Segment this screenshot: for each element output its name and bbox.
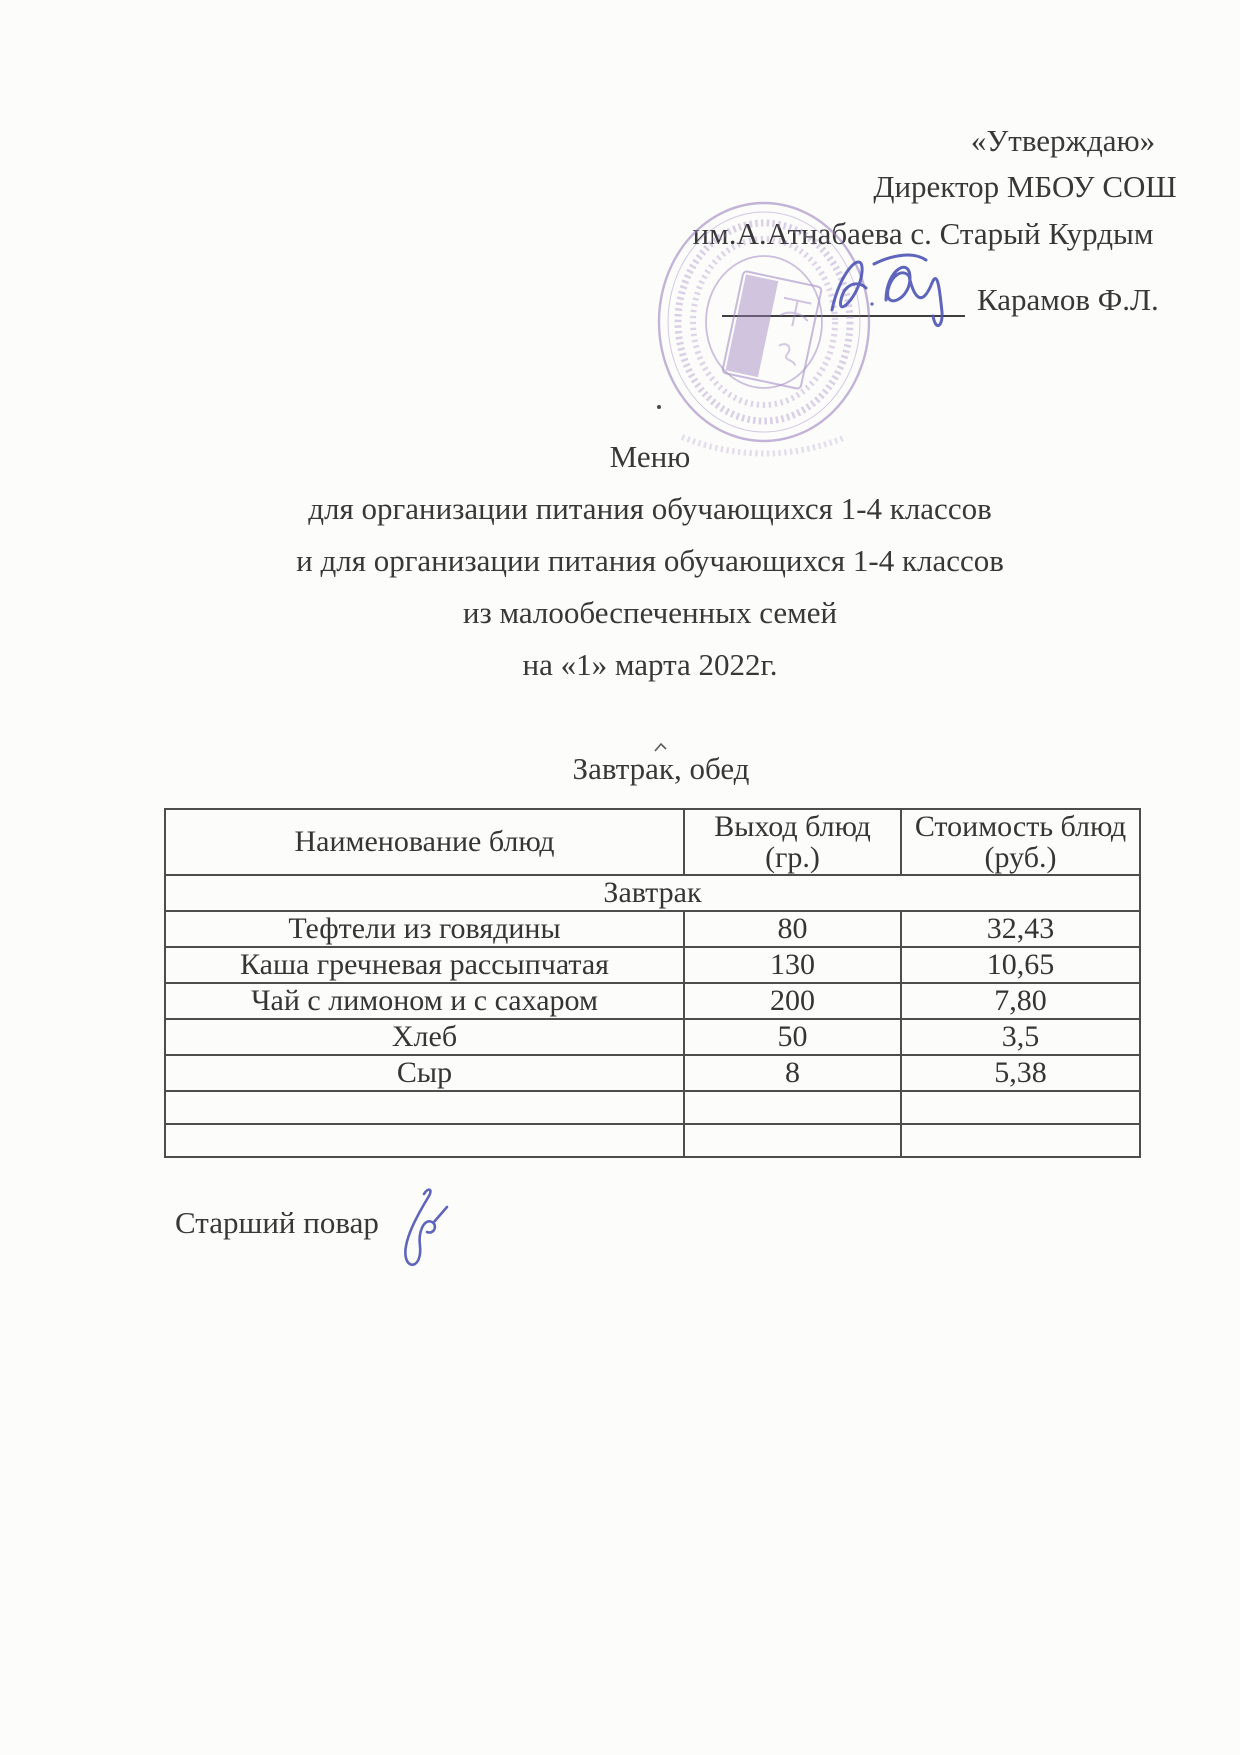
table-row bbox=[165, 983, 1140, 1019]
weight-cell bbox=[684, 1124, 901, 1157]
price-cell: 5,38 bbox=[901, 1055, 1140, 1091]
price-cell bbox=[901, 1091, 1140, 1124]
weight-cell bbox=[684, 1091, 901, 1124]
doc-date-line: на «1» марта 2022г. bbox=[522, 647, 778, 682]
column-header-dish: Наименование блюд bbox=[165, 809, 684, 875]
weight-cell: 200 bbox=[684, 983, 901, 1019]
price-cell: 7,80 bbox=[901, 983, 1140, 1019]
table-row bbox=[165, 1019, 1140, 1055]
column-header-price: Стоимость блюд (руб.) bbox=[901, 809, 1140, 875]
weight-cell: 50 bbox=[684, 1019, 901, 1055]
doc-subtitle-1: для организации питания обучающихся 1-4 классов bbox=[308, 491, 992, 526]
menu-table bbox=[164, 808, 1139, 1158]
price-cell bbox=[901, 1124, 1140, 1157]
table-header-row bbox=[165, 809, 1140, 875]
signature-line bbox=[722, 285, 965, 317]
group-header-cell: Завтрак bbox=[165, 875, 1140, 911]
table-row-empty bbox=[165, 1091, 1140, 1124]
dish-cell: Сыр bbox=[165, 1055, 684, 1091]
weight-cell: 80 bbox=[684, 911, 901, 947]
price-cell: 10,65 bbox=[901, 947, 1140, 983]
table-row-empty bbox=[165, 1124, 1140, 1157]
table-row bbox=[165, 1055, 1140, 1091]
price-cell: 3,5 bbox=[901, 1019, 1140, 1055]
ink-dot bbox=[657, 405, 661, 409]
dish-cell: Каша гречневая рассыпчатая bbox=[165, 947, 684, 983]
approval-signature-row bbox=[722, 283, 1159, 317]
column-header-weight: Выход блюд (гр.) bbox=[684, 809, 901, 875]
price-cell: 32,43 bbox=[901, 911, 1140, 947]
dish-cell: Хлеб bbox=[165, 1019, 684, 1055]
doc-subtitle-3: из малообеспеченных семей bbox=[462, 595, 838, 630]
doc-subtitle-2: и для организации питания обучающихся 1-4 классов bbox=[296, 543, 1004, 578]
approval-signer-name: Карамов Ф.Л. bbox=[977, 282, 1159, 317]
cook-role-label: Старший повар bbox=[175, 1205, 379, 1240]
table-group-row bbox=[165, 875, 1140, 911]
cook-signature bbox=[372, 1182, 462, 1277]
approval-org-line: им.А.Атнабаева с. Старый Курдым bbox=[692, 216, 1154, 251]
table-row bbox=[165, 947, 1140, 983]
table-row bbox=[165, 911, 1140, 947]
section-label: Завтрак, обед bbox=[572, 751, 750, 786]
weight-cell: 8 bbox=[684, 1055, 901, 1091]
dish-cell bbox=[165, 1124, 684, 1157]
approval-role-line: Директор МБОУ СОШ bbox=[873, 169, 1177, 204]
dish-cell: Чай с лимоном и с сахаром bbox=[165, 983, 684, 1019]
doc-title: Меню bbox=[609, 439, 691, 474]
dish-cell: Тефтели из говядины bbox=[165, 911, 684, 947]
weight-cell: 130 bbox=[684, 947, 901, 983]
approval-label: «Утверждаю» bbox=[970, 123, 1156, 158]
dish-cell bbox=[165, 1091, 684, 1124]
